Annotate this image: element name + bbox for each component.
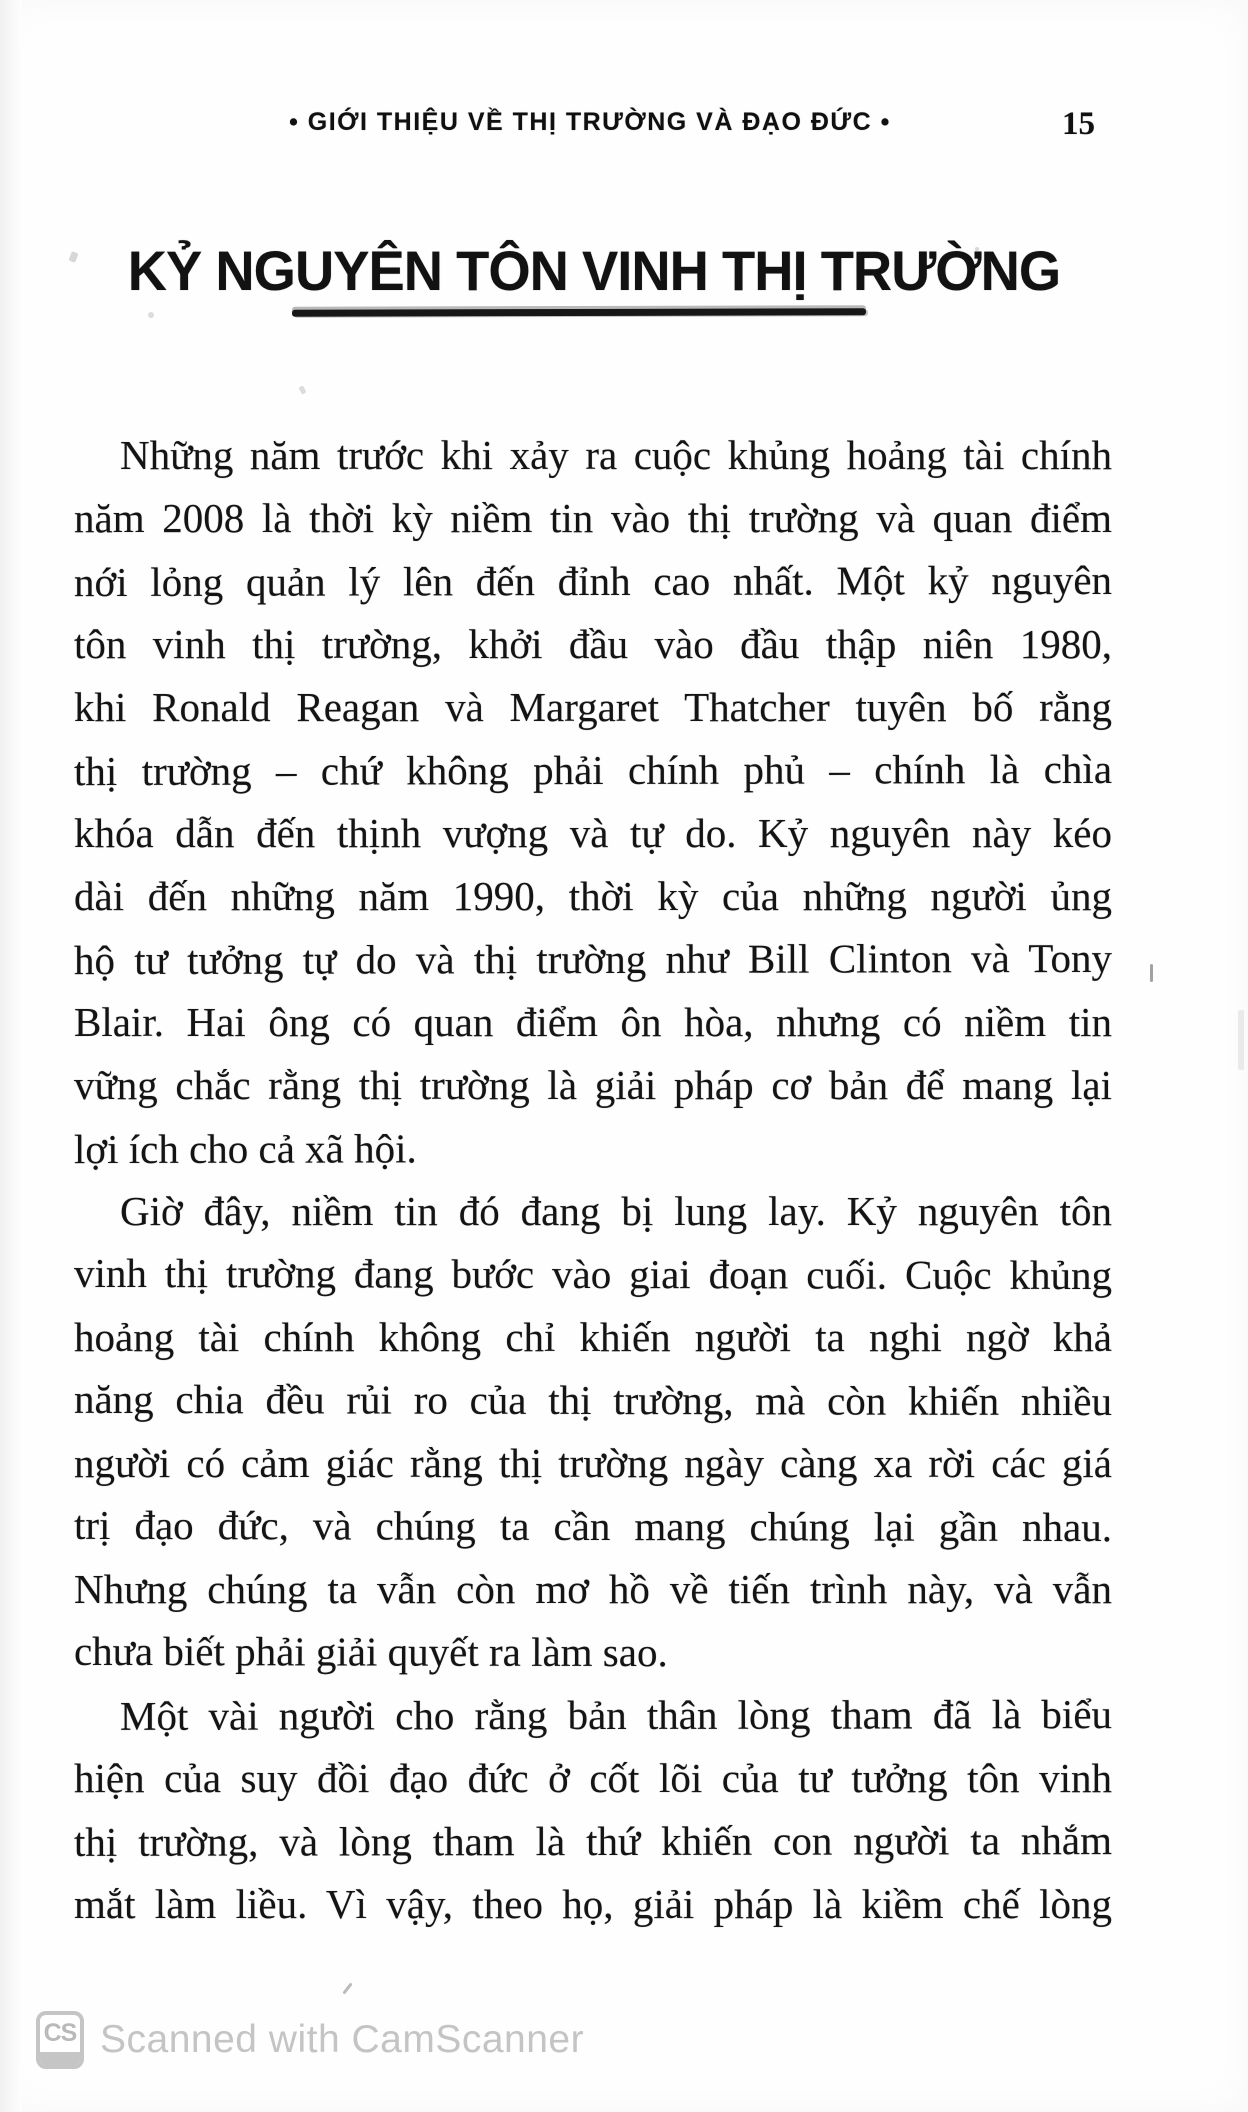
text-line: tôn vinh thị trường, khởi đầu vào đầu thập niên 1980, — [74, 621, 1112, 667]
scan-artifact — [148, 312, 154, 318]
scan-artifact — [342, 1982, 352, 1994]
text-line: năng chia đều rủi ro của thị trường, mà còn khiến nhiều — [73, 1375, 1113, 1425]
text-line: vinh thị trường đang bước vào giai đoạn cuối. Cuộc khủng — [73, 1249, 1113, 1299]
running-header — [0, 108, 1248, 148]
text-line: khóa dẫn đến thịnh vượng và tự do. Kỷ nguyên này kéo — [74, 810, 1112, 856]
chapter-title: KỶ NGUYÊN TÔN VINH THỊ TRƯỜNG — [127, 239, 1061, 302]
text-line: chưa biết phải giải quyết ra làm sao. — [73, 1627, 668, 1676]
text-line: năm 2008 là thời kỳ niềm tin vào thị trường và quan điểm — [74, 495, 1112, 541]
text-line: khi Ronald Reagan và Margaret Thatcher tuyên bố rằng — [74, 684, 1112, 730]
title-underline — [292, 308, 866, 317]
text-line: mắt làm liều. Vì vậy, theo họ, giải pháp là kiềm chế lòng — [74, 1881, 1112, 1927]
running-head-text: • GIỚI THIỆU VỀ THỊ TRƯỜNG VÀ ĐẠO ĐỨC • — [289, 108, 891, 136]
text-line: Giờ đây, niềm tin đó đang bị lung lay. Kỷ nguyên tôn — [120, 1188, 1112, 1234]
scan-edge-shading — [0, 0, 22, 2112]
paragraph — [74, 1684, 1112, 1936]
text-line: vững chắc rằng thị trường là giải pháp cơ bản để mang lại — [74, 1062, 1112, 1108]
text-line: hộ tư tưởng tự do và thị trường như Bill Clinton và Tony — [73, 934, 1113, 984]
camscanner-footer — [36, 2008, 584, 2072]
camscanner-logo-band — [40, 2052, 80, 2065]
text-line: Những năm trước khi xảy ra cuộc khủng hoảng tài chính — [120, 432, 1112, 478]
text-line: Blair. Hai ông có quan điểm ôn hòa, nhưng có niềm tin — [74, 999, 1112, 1045]
scan-artifact — [298, 385, 306, 394]
page-number: 15 — [1062, 106, 1095, 142]
camscanner-logo-letters: CS — [43, 2019, 77, 2047]
text-line: người có cảm giác rằng thị trường ngày càng xa rời các giá — [74, 1440, 1112, 1486]
paragraph — [74, 424, 1112, 1180]
text-line: Nhưng chúng ta vẫn còn mơ hồ về tiến trình này, và vẫn — [74, 1566, 1112, 1612]
text-line: dài đến những năm 1990, thời kỳ của những người ủng — [74, 873, 1112, 919]
camscanner-watermark-text: Scanned with CamScanner — [100, 2018, 585, 2061]
scan-artifact — [975, 247, 979, 251]
text-line: hiện của suy đồi đạo đức ở cốt lõi của tư tưởng tôn vinh — [74, 1755, 1112, 1801]
text-line: hoảng tài chính không chỉ khiến người ta nghi ngờ khả — [74, 1314, 1112, 1360]
text-line: Một vài người cho rằng bản thân lòng tham đã là biểu — [119, 1691, 1113, 1739]
text-line: thị trường, và lòng tham là thứ khiến con người ta nhắm — [73, 1817, 1113, 1865]
text-line: trị đạo đức, và chúng ta cần mang chúng lại gần nhau. — [73, 1501, 1113, 1551]
camscanner-logo-icon — [36, 2011, 84, 2069]
text-line: nới lỏng quản lý lên đến đỉnh cao nhất. Một kỷ nguyên — [73, 556, 1113, 606]
scan-artifact — [1238, 1010, 1244, 1070]
text-line: lợi ích cho cả xã hội. — [73, 1125, 417, 1173]
scan-artifact — [1150, 964, 1153, 982]
text-line: thị trường – chứ không phải chính phủ – chính là chìa — [73, 745, 1113, 795]
paragraph — [74, 1180, 1112, 1684]
body-text — [74, 424, 1112, 1936]
